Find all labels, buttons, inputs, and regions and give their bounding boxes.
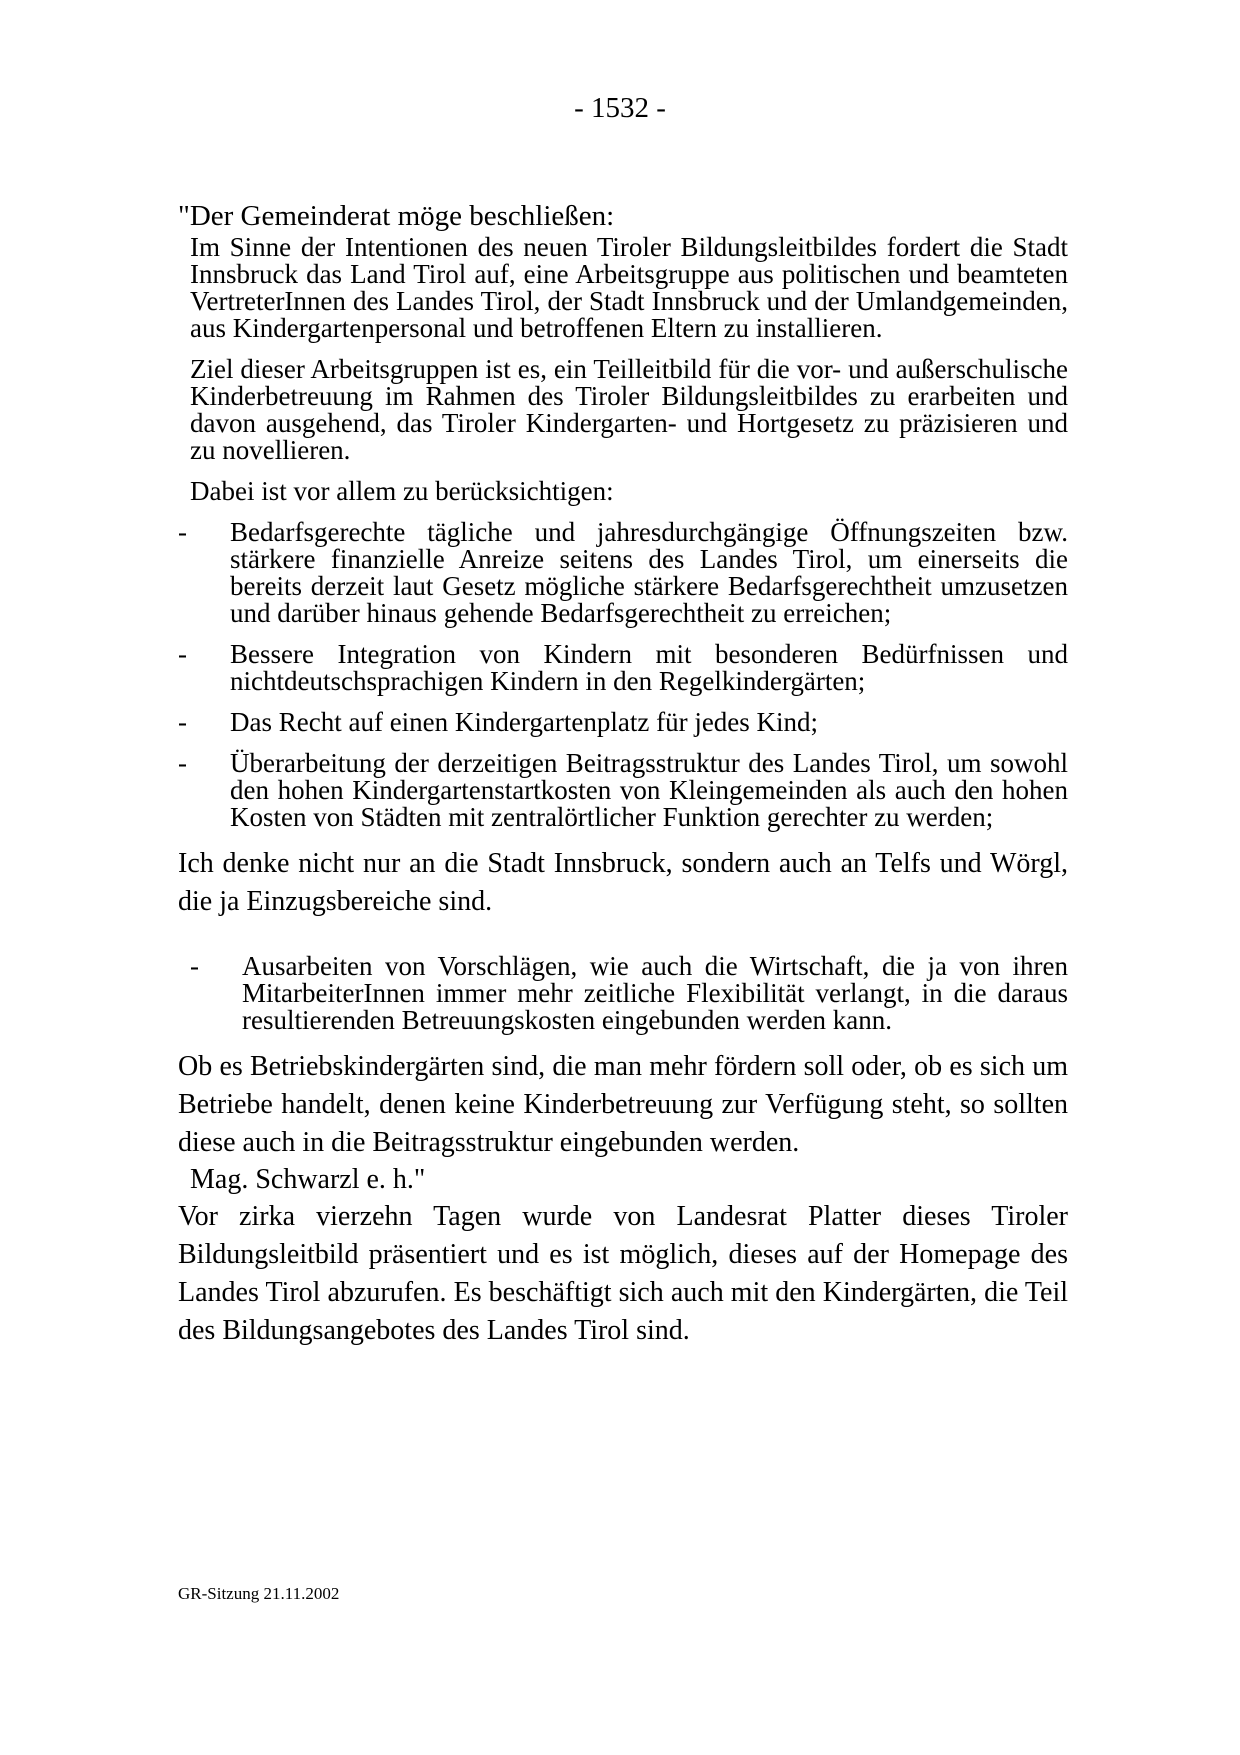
footer-session-date: GR-Sitzung 21.11.2002	[178, 1584, 340, 1603]
speech-paragraph: Vor zirka vierzehn Tagen wurde von Landesrat Platter dieses Tiroler Bildungsleitbild präsentiert und es ist möglich, dieses auf der Homepage des Landes Tirol abzurufen. Es beschäftigt sich auch mit den Kindergärten, die Teil des Bildungsangebotes des Landes Tirol sind.	[178, 1201, 1068, 1346]
dash-marker: -	[178, 639, 187, 669]
motion-text	[178, 234, 1068, 505]
dash-marker: -	[190, 951, 199, 981]
document-body	[178, 198, 1068, 1350]
speech-paragraph: Ich denke nicht nur an die Stadt Innsbruck, sondern auch an Telfs und Wörgl, die ja Einzugsbereiche sind.	[178, 848, 1068, 917]
list-item	[178, 519, 1068, 627]
dash-marker: -	[178, 707, 187, 737]
requirements-list	[178, 519, 1068, 831]
list-item	[190, 953, 1068, 1034]
list-item-text: Ausarbeiten von Vorschlägen, wie auch die Wirtschaft, die ja von ihren MitarbeiterInnen immer mehr zeitliche Flexibilität verlangt, in die daraus resultierenden Betreuungskosten eingebunden werden kann.	[242, 951, 1068, 1035]
list-item-text: Bedarfsgerechte tägliche und jahresdurchgängige Öffnungszeiten bzw. stärkere finanzielle Anreize seitens des Landes Tirol, um einerseits die bereits derzeit laut Gesetz mögliche stärkere Bedarfsgerechtheit umzusetzen und darüber hinaus gehende Bedarfsgerechtheit zu erreichen;	[230, 517, 1068, 628]
motion-intro: "Der Gemeinderat möge beschließen:	[178, 200, 615, 232]
motion-paragraph: Im Sinne der Intentionen des neuen Tiroler Bildungsleitbildes fordert die Stadt Innsbruck das Land Tirol auf, eine Arbeitsgruppe aus politischen und beamteten VertreterInnen des Landes Tirol, der Stadt Innsbruck und der Umlandgemeinden, aus Kindergartenpersonal und betroffenen Eltern zu installieren.	[190, 232, 1068, 343]
dash-marker: -	[178, 517, 187, 547]
dash-marker: -	[178, 748, 187, 778]
list-item	[178, 641, 1068, 695]
list-item	[178, 709, 1068, 736]
speech-paragraph: Ob es Betriebskindergärten sind, die man mehr fördern soll oder, ob es sich um Betriebe handelt, denen keine Kinderbetreuung zur Verfügung steht, so sollten diese auch in die Beitragsstruktur eingebunden werden.	[178, 1051, 1068, 1158]
list-item-text: Überarbeitung der derzeitigen Beitragsstruktur des Landes Tirol, um sowohl den hohen Kindergartenstartkosten von Kleingemeinden als auch den hohen Kosten von Städten mit zentralörtlicher Funktion gerechter zu werden;	[230, 748, 1068, 832]
list-item-text: Das Recht auf einen Kindergartenplatz für jedes Kind;	[230, 707, 819, 737]
page-number: - 1532 -	[574, 92, 666, 124]
list-item-text: Bessere Integration von Kindern mit besonderen Bedürfnissen und nichtdeutschsprachigen Kindern in den Regelkindergärten;	[230, 639, 1068, 696]
motion-paragraph: Ziel dieser Arbeitsgruppen ist es, ein Teilleitbild für die vor- und außerschulische Kinderbetreuung im Rahmen des Tiroler Bildungsleitbildes zu erarbeiten und davon ausgehend, das Tiroler Kindergarten- und Hortgesetz zu präzisieren und zu novellieren.	[190, 354, 1068, 465]
list-item	[178, 750, 1068, 831]
additional-requirement	[178, 953, 1068, 1034]
motion-paragraph: Dabei ist vor allem zu berücksichtigen:	[190, 476, 614, 506]
signature: Mag. Schwarzl e. h."	[190, 1164, 426, 1195]
